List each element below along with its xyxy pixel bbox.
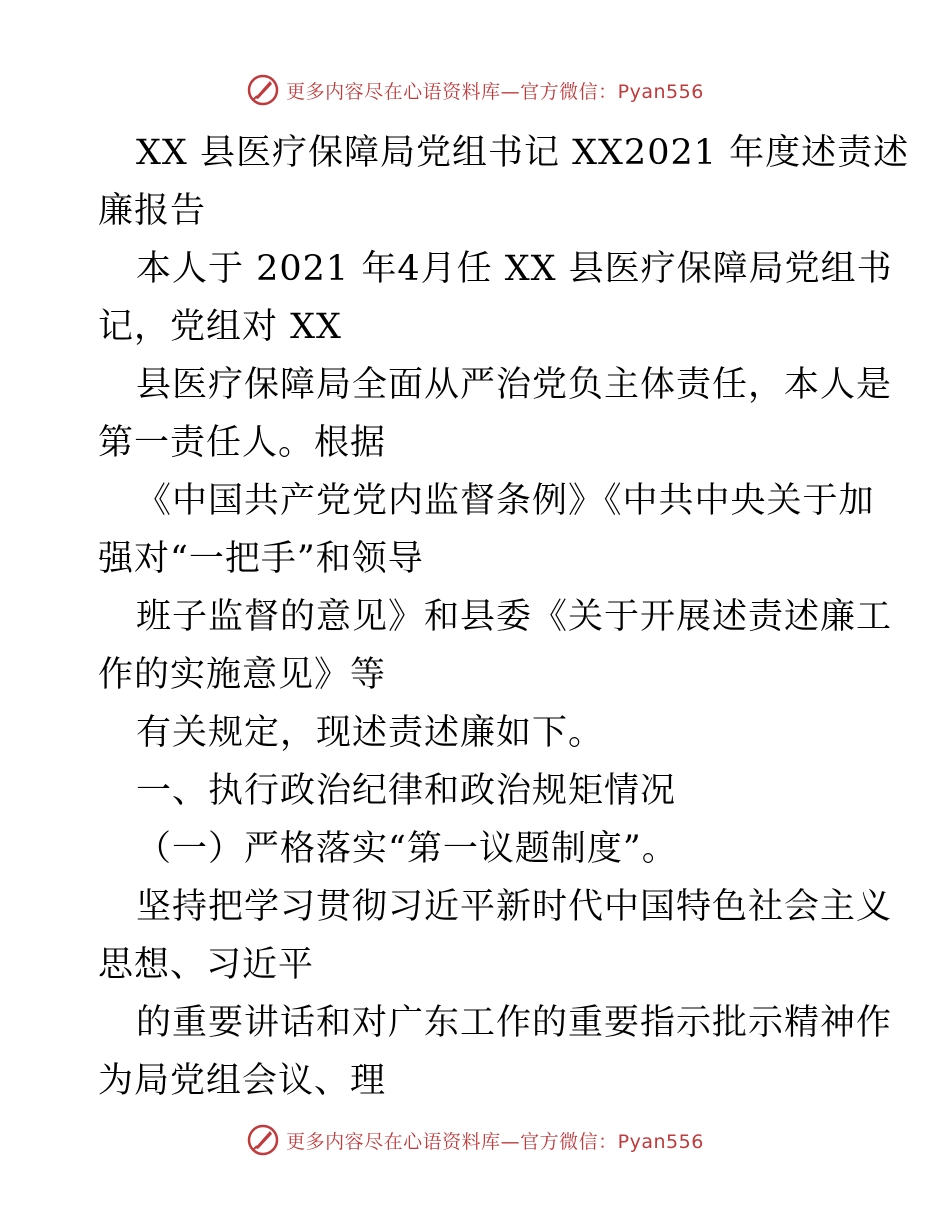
text-line: 强对“一把手”和领导 — [98, 539, 424, 579]
text-line: 本人于 2021 年4月任 XX 县医疗保障局党组书 — [136, 249, 893, 289]
watermark-text: 更多内容尽在心语资料库—官方微信：Pyan556 — [286, 1130, 704, 1153]
quill-logo-icon — [246, 1123, 280, 1157]
text-line: XX 县医疗保障局党组书记 XX2021 年度述责述 — [136, 133, 910, 173]
text-line: 《中国共产党党内监督条例》《中共中央关于加 — [136, 481, 875, 521]
watermark-text: 更多内容尽在心语资料库—官方微信：Pyan556 — [286, 80, 704, 103]
text-line: 廉报告 — [98, 191, 207, 231]
text-line: 作的实施意见》等 — [98, 655, 387, 695]
text-line: 第一责任人。根据 — [98, 423, 387, 463]
text-line: （一）严格落实“第一议题制度”。 — [136, 829, 678, 869]
text-line: 的重要讲话和对广东工作的重要指示批示精神作 — [136, 1003, 893, 1043]
quill-logo-icon — [246, 73, 280, 107]
text-line: 记，党组对 XX — [98, 307, 342, 347]
text-line: 县医疗保障局全面从严治党负主体责任，本人是 — [136, 365, 893, 405]
text-line: 为局党组会议、理 — [98, 1061, 387, 1101]
text-line: 有关规定，现述责述廉如下。 — [136, 713, 605, 753]
document-body — [98, 124, 910, 1110]
footer-watermark — [0, 1120, 950, 1160]
header-watermark — [0, 70, 950, 110]
text-line: 坚持把学习贯彻习近平新时代中国特色社会主义 — [136, 887, 893, 927]
text-line: 思想、习近平 — [98, 945, 315, 985]
text-line: 一、执行政治纪律和政治规矩情况 — [136, 771, 677, 811]
text-line: 班子监督的意见》和县委《关于开展述责述廉工 — [136, 597, 893, 637]
